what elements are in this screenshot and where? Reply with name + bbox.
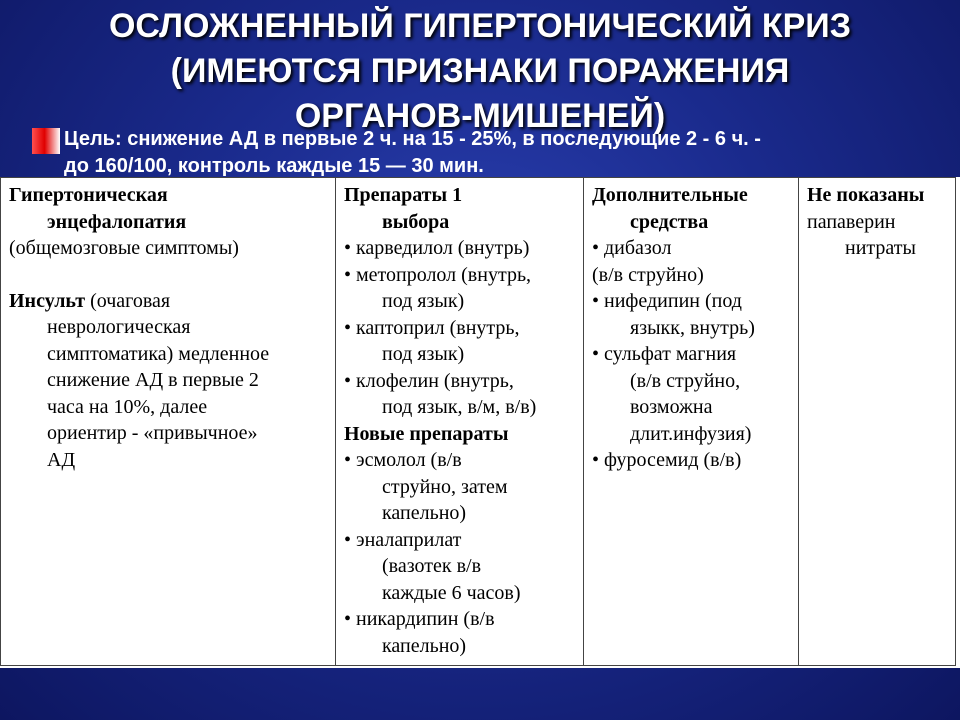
list-item xyxy=(344,368,575,421)
encephalopathy-heading-1: Гипертоническая xyxy=(9,184,168,206)
list-item-line: (в/в струйно, xyxy=(630,369,741,392)
contraindicated-heading: Не показаны xyxy=(807,184,925,206)
list-item xyxy=(344,606,575,659)
stroke-line: ориентир - «привычное» xyxy=(47,422,258,444)
title-line-1: ОСЛОЖНЕННЫЙ ГИПЕРТОНИЧЕСКИЙ КРИЗ xyxy=(108,7,852,45)
first-line-drugs-cell xyxy=(336,178,584,666)
list-item-line: под язык, в/м, в/в) xyxy=(382,396,537,418)
list-item xyxy=(344,235,575,262)
list-item: нитраты xyxy=(845,237,916,259)
stroke-line: симптоматика) медленное xyxy=(47,342,270,365)
additional-drugs-cell xyxy=(584,178,799,666)
conditions-cell xyxy=(1,178,336,666)
list-item-line: возможна xyxy=(630,396,713,418)
list-item xyxy=(344,315,575,368)
list-item-line: (в/в струйно) xyxy=(592,263,704,286)
list-item xyxy=(344,447,575,527)
first-line-heading-2: выбора xyxy=(382,210,450,233)
new-drugs-heading: Новые препараты xyxy=(344,422,509,445)
list-item-line: длит.инфузия) xyxy=(630,422,752,445)
red-bullet-icon xyxy=(32,128,60,154)
title-line-3: ОРГАНОВ-МИШЕНЕЙ) xyxy=(294,97,666,135)
goal-line-1: Цель: снижение АД в первые 2 ч. на 15 - 25%, в последующие 2 - 6 ч. - xyxy=(64,128,761,150)
list-item-line: языкк, внутрь) xyxy=(630,316,755,339)
list-item-line: (вазотек в/в xyxy=(382,555,482,577)
list-item xyxy=(344,262,575,315)
title-line-2: (ИМЕЮТСЯ ПРИЗНАКИ ПОРАЖЕНИЯ xyxy=(170,52,790,90)
list-item xyxy=(592,235,790,288)
contraindicated-cell xyxy=(799,178,956,666)
encephalopathy-heading-2: энцефалопатия xyxy=(47,210,187,233)
list-item-line: • дибазол xyxy=(592,237,672,259)
additional-heading-1: Дополнительные xyxy=(592,184,748,206)
list-item-line: под язык) xyxy=(382,290,465,312)
list-item-line: капельно) xyxy=(382,634,467,657)
stroke-line: АД xyxy=(47,448,76,471)
stroke-line: часа на 10%, далее xyxy=(47,395,208,418)
additional-heading-2: средства xyxy=(630,210,709,233)
list-item-line: • метопролол (внутрь, xyxy=(344,263,532,286)
stroke-note-start: (очаговая xyxy=(85,289,171,312)
list-item xyxy=(344,527,575,607)
list-item-line: • никардипин (в/в xyxy=(344,608,495,630)
list-item-line: каждые 6 часов) xyxy=(382,581,521,604)
stroke-first-line xyxy=(9,288,327,315)
list-item-line: струйно, затем xyxy=(382,475,508,498)
list-item-line: под язык) xyxy=(382,343,465,365)
list-item-line: • фуросемид (в/в) xyxy=(592,449,742,471)
list-item-line: капельно) xyxy=(382,502,467,524)
table-row xyxy=(1,178,956,666)
list-item xyxy=(592,341,790,447)
treatment-table xyxy=(0,177,956,666)
slide-title xyxy=(40,4,920,139)
list-item xyxy=(592,447,790,474)
goal-line-2: до 160/100, контроль каждые 15 — 30 мин. xyxy=(64,155,484,177)
stroke-line: снижение АД в первые 2 xyxy=(47,369,259,391)
list-item-line: • карведилол (внутрь) xyxy=(344,237,530,259)
goal-text xyxy=(64,126,912,180)
list-item: папаверин xyxy=(807,210,896,233)
list-item-line: • клофелин (внутрь, xyxy=(344,369,514,392)
list-item-line: • эсмолол (в/в xyxy=(344,449,462,471)
list-item-line: • сульфат магния xyxy=(592,343,737,365)
treatment-table-panel xyxy=(0,177,960,668)
list-item-line: • нифедипин (под xyxy=(592,290,742,312)
list-item-line: • эналаприлат xyxy=(344,528,462,551)
stroke-heading: Инсульт xyxy=(9,289,86,312)
encephalopathy-note: (общемозговые симптомы) xyxy=(9,237,239,259)
goal-bullet-block xyxy=(32,126,912,180)
list-item xyxy=(592,288,790,341)
list-item-line: • каптоприл (внутрь, xyxy=(344,316,520,339)
stroke-line: неврологическая xyxy=(47,316,191,338)
first-line-heading-1: Препараты 1 xyxy=(344,184,463,206)
